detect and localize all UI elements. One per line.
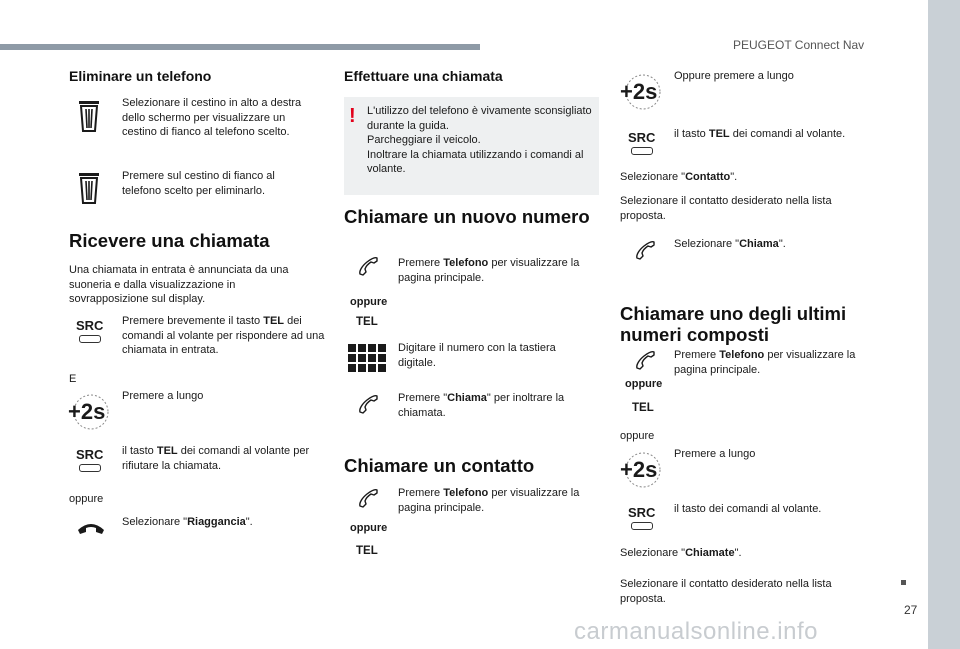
src-button-icon: SRC	[76, 448, 103, 472]
hang-up-icon	[76, 520, 106, 536]
contact-step-4: Selezionare "Contatto".	[620, 171, 738, 183]
warning-icon: !	[349, 105, 356, 127]
contact-step-5: Selezionare il contatto desiderato nella lista proposta.	[620, 195, 832, 222]
long-press-2s-icon	[619, 450, 663, 490]
recent-step-4: Selezionare "Chiamate".	[620, 547, 742, 559]
src-button-icon: SRC	[628, 131, 655, 155]
receive-step-2: Premere a lungo	[122, 390, 204, 402]
keypad-icon	[348, 344, 386, 372]
continue-marker	[901, 580, 906, 585]
or-label: oppure	[625, 378, 663, 390]
or-label: oppure	[350, 296, 388, 308]
long-press-2s-icon	[619, 72, 663, 112]
section-title-delete-phone: Eliminare un telefono	[69, 68, 212, 84]
recent-step-2: Premere a lungo	[674, 448, 756, 460]
trash-icon	[78, 172, 100, 204]
receive-intro: Una chiamata in entrata è annunciata da una suoneria e dalla visualizzazione in sovrapposizione sul display.	[69, 264, 289, 305]
src-button-icon: SRC	[76, 319, 103, 343]
long-press-2s-icon	[67, 392, 111, 432]
receive-step-4: Selezionare "Riaggancia".	[122, 516, 253, 528]
section-title-make-call: Effettuare una chiamata	[344, 68, 503, 84]
contact-step-1: Premere Telefono per visualizzare la pagina principale.	[398, 487, 580, 514]
tel-button-icon: TEL	[356, 545, 378, 557]
new-number-step-1: Premere Telefono per visualizzare la pagina principale.	[398, 257, 580, 284]
phone-handset-icon	[356, 392, 380, 416]
src-button-icon: SRC	[628, 506, 655, 530]
contact-step-6: Selezionare "Chiama".	[674, 238, 786, 250]
watermark: carmanualsonline.info	[574, 618, 818, 645]
contact-step-3: il tasto TEL dei comandi al volante.	[674, 128, 846, 140]
delete-step-1: Selezionare il cestino in alto a destra dello schermo per visualizzare un cestino di fianco al telefono scelto.	[122, 97, 302, 138]
tel-button-icon: TEL	[356, 316, 378, 328]
delete-step-2: Premere sul cestino di fianco al telefono scelto per eliminarlo.	[122, 170, 275, 197]
svg-text:+2s: +2s	[68, 399, 106, 424]
recent-step-5: Selezionare il contatto desiderato nella lista proposta.	[620, 578, 832, 605]
new-number-step-2: Digitare il numero con la tastiera digitale.	[398, 342, 556, 369]
receive-and: E	[69, 373, 77, 385]
side-strip	[928, 0, 960, 649]
brand-label: PEUGEOT Connect Nav	[733, 38, 865, 52]
section-title-contact: Chiamare un contatto	[344, 455, 535, 476]
phone-handset-icon	[633, 238, 657, 262]
phone-handset-icon	[356, 486, 380, 510]
new-number-step-3: Premere "Chiama" per inoltrare la chiamata.	[398, 392, 565, 419]
recent-step-1: Premere Telefono per visualizzare la pagina principale.	[674, 349, 856, 376]
section-title-recent-calls: Chiamare uno degli ultimi numeri composti	[620, 303, 847, 345]
tel-button-icon: TEL	[632, 402, 654, 414]
phone-handset-icon	[356, 254, 380, 278]
page-number: 27	[904, 603, 918, 617]
warning-text: L'utilizzo del telefono è vivamente sconsigliato durante la guida. Parcheggiare il veicolo. Inoltrare la chiamata utilizzando i comandi al volante.	[367, 105, 592, 175]
receive-step-3: il tasto TEL dei comandi al volante per rifiutare la chiamata.	[122, 445, 310, 472]
or-label: oppure	[350, 522, 388, 534]
receive-or: oppure	[69, 493, 104, 505]
svg-text:+2s: +2s	[620, 79, 658, 104]
contact-step-2: Oppure premere a lungo	[674, 70, 794, 82]
header-bar	[0, 44, 480, 50]
section-title-receive-call: Ricevere una chiamata	[69, 230, 270, 251]
svg-text:+2s: +2s	[620, 457, 658, 482]
recent-or: oppure	[620, 430, 655, 442]
receive-step-1: Premere brevemente il tasto TEL dei comandi al volante per rispondere ad una chiamata in entrata.	[122, 315, 325, 356]
section-title-new-number: Chiamare un nuovo numero	[344, 206, 590, 227]
phone-handset-icon	[633, 348, 657, 372]
recent-step-3: il tasto dei comandi al volante.	[674, 503, 822, 515]
trash-icon	[78, 100, 100, 132]
